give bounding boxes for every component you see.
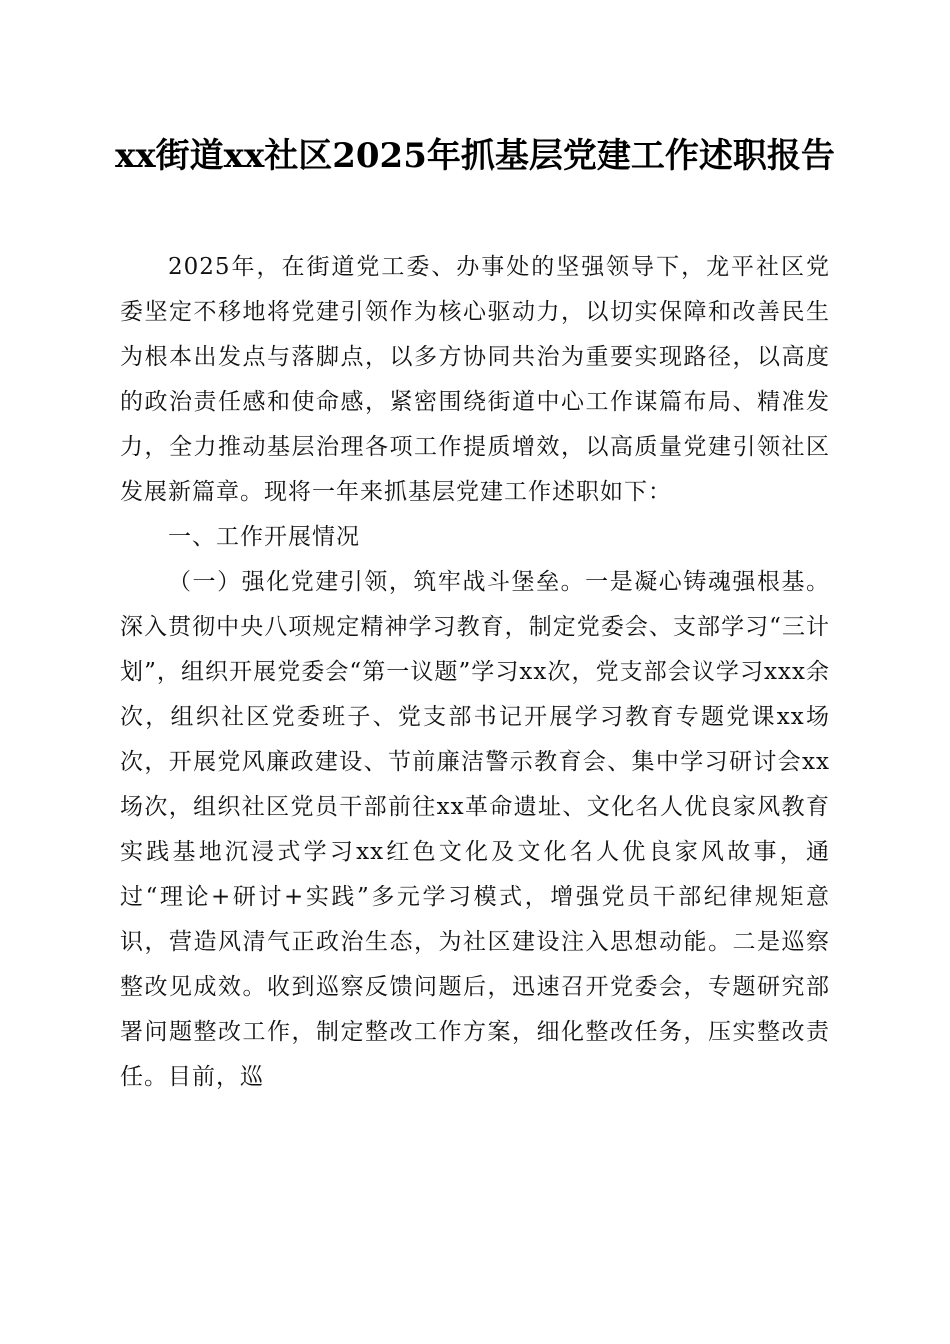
section-paragraph: （一）强化党建引领，筑牢战斗堡垒。一是凝心铸魂强根基。深入贯彻中央八项规定精神学习教育，制定党委会、支部学习“三计划”，组织开展党委会“第一议题”学习xx次，党支部会议学习xxx余次，组织社区党委班子、党支部书记开展学习教育专题党课xx场次，开展党风廉政建设、节前廉洁警示教育会、集中学习研讨会xx场次，组织社区党员干部前往xx革命遗址、文化名人优良家风教育实践基地沉浸式学习xx红色文化及文化名人优良家风故事，通过“理论+研讨+实践”多元学习模式，增强党员干部纪律规矩意识，营造风清气正政治生态，为社区建设注入思想动能。二是巡察整改见成效。收到巡察反馈问题后，迅速召开党委会，专题研究部署问题整改工作，制定整改工作方案，细化整改任务，压实整改责任。目前，巡 (120, 569, 830, 1090)
section-heading: 一、工作开展情况 (168, 524, 360, 550)
document-title: xx街道xx社区2025年抓基层党建工作述职报告 (115, 136, 835, 176)
document-body (120, 245, 830, 1100)
intro-paragraph: 2025年，在街道党工委、办事处的坚强领导下，龙平社区党委坚定不移地将党建引领作为核心驱动力，以切实保障和改善民生为根本出发点与落脚点，以多方协同共治为重要实现路径，以高度的政治责任感和使命感，紧密围绕街道中心工作谋篇布局、精准发力，全力推动基层治理各项工作提质增效，以高质量党建引领社区发展新篇章。现将一年来抓基层党建工作述职如下： (120, 254, 830, 505)
